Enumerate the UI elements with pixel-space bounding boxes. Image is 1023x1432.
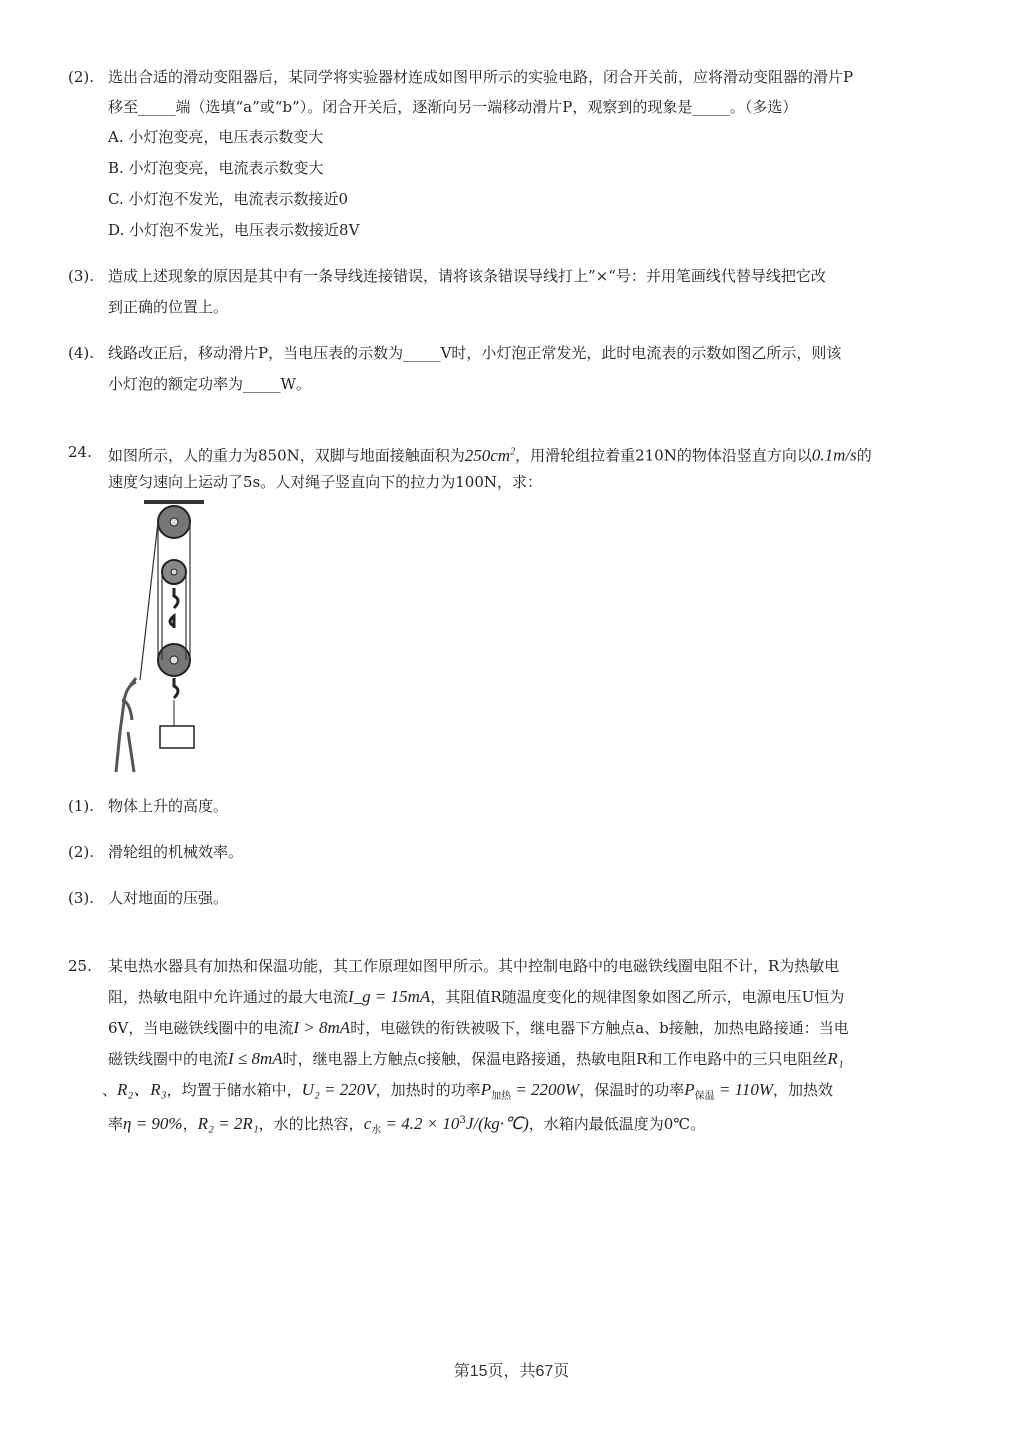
q25-line3 xyxy=(108,1018,849,1038)
q24-sub3-text: 人对地面的压强。 xyxy=(108,889,229,907)
q23-part2-line1: 选出合适的滑动变阻器后，某同学将实验器材连成如图甲所示的实验电路，闭合开关前，应将滑动变阻器的滑片P xyxy=(108,68,854,86)
math: I > 8mA xyxy=(293,1018,351,1037)
q24-sub1-number: (1). xyxy=(68,797,95,815)
q25-line6 xyxy=(108,1111,705,1141)
text: 磁铁线圈中的电流 xyxy=(108,1050,229,1068)
q25-line2 xyxy=(108,987,844,1007)
q23-part2-line2: 移至_____端（选填“a”或“b”）。闭合开关后，逐渐向另一端移动滑片P，观察到的现象是_____。（多选） xyxy=(108,98,798,116)
exponent: 3 xyxy=(459,1115,466,1126)
option-d: D. 小灯泡不发光，电压表示数接近8V xyxy=(108,221,360,239)
q24-line2: 速度匀速向上运动了5s。人对绳子竖直向下的拉力为100N，求： xyxy=(108,473,542,491)
text: ，其阻值R随温度变化的规律图象如图乙所示，电源电压U恒为 xyxy=(430,988,845,1006)
math: R₂、R₃ xyxy=(117,1080,167,1099)
math: R₂ = 2R₁ xyxy=(197,1114,259,1133)
text: ，均置于储水箱中， xyxy=(166,1081,302,1099)
q23-part3-line1: 造成上述现象的原因是其中有一条导线连接错误，请将该条错误导线打上”×“号：并用笔画线代替导线把它改 xyxy=(108,267,826,285)
text: ，用滑轮组拉着重210N的物体沿竖直方向以 xyxy=(515,446,812,465)
text: ，加热效 xyxy=(773,1081,834,1099)
math: I_g = 15mA xyxy=(348,987,431,1006)
q24-sub2-number: (2). xyxy=(68,843,95,861)
math: U₂ = 220V xyxy=(301,1080,376,1099)
option-b: B. 小灯泡变亮，电流表示数变大 xyxy=(108,159,324,177)
area-math xyxy=(465,446,515,465)
option-c: C. 小灯泡不发光，电流表示数接近0 xyxy=(108,190,349,208)
q25-number: 25. xyxy=(68,957,92,975)
subscript: 加热 xyxy=(491,1091,512,1102)
q25-line4 xyxy=(108,1049,844,1069)
page-footer: 第15页，共67页 xyxy=(453,1363,570,1380)
pulley-figure xyxy=(108,500,208,780)
text: 如图所示，人的重力为850N，双脚与地面接触面积为 xyxy=(108,446,465,465)
text: ， xyxy=(182,1115,198,1133)
math: = 4.2 × 10 xyxy=(381,1114,460,1133)
text: 率 xyxy=(108,1115,124,1133)
subscript: 水 xyxy=(371,1125,382,1136)
q24-sub1-text: 物体上升的高度。 xyxy=(108,797,229,815)
math: = 2200W xyxy=(511,1080,580,1099)
text: ，保温时的功率 xyxy=(579,1081,685,1099)
area: 250cm xyxy=(464,445,511,465)
math: c xyxy=(363,1114,372,1133)
q23-part4-line1: 线路改正后，移动滑片P，当电压表的示数为_____V时，小灯泡正常发光，此时电流表的示数如图乙所示，则该 xyxy=(108,344,842,362)
math: η = 90% xyxy=(123,1114,183,1133)
q23-part3-number: (3). xyxy=(68,267,95,285)
text: 、 xyxy=(102,1081,118,1099)
text: ，水箱内最低温度为0℃。 xyxy=(528,1115,706,1133)
q24-line1 xyxy=(108,442,872,466)
q24-sub2-text: 滑轮组的机械效率。 xyxy=(108,843,244,861)
q25-line1: 某电热水器具有加热和保温功能，其工作原理如图甲所示。其中控制电路中的电磁铁线圈电阻不计，R为热敏电 xyxy=(108,957,840,975)
q23-part4-number: (4). xyxy=(68,344,95,362)
text: 阻，热敏电阻中允许通过的最大电流 xyxy=(108,988,349,1006)
q24-number: 24. xyxy=(68,443,92,461)
text: ，加热时的功率 xyxy=(375,1081,481,1099)
math: I ≤ 8mA xyxy=(228,1049,283,1068)
area-exponent: 2 xyxy=(510,446,516,457)
option-a: A. 小灯泡变亮，电压表示数变大 xyxy=(108,128,324,146)
q23-part2-number: (2). xyxy=(68,68,95,86)
q23-part3-line2: 到正确的位置上。 xyxy=(108,298,229,316)
text: 的 xyxy=(856,446,872,465)
q23-part4-line2: 小灯泡的额定功率为_____W。 xyxy=(108,375,311,393)
text: 时，继电器上方触点c接触，保温电路接通，热敏电阻R和工作电路中的三只电阻丝 xyxy=(282,1050,828,1068)
math: R₁ xyxy=(827,1049,844,1068)
q24-sub3-number: (3). xyxy=(68,889,95,907)
text: 6V，当电磁铁线圈中的电流 xyxy=(108,1019,294,1037)
subscript: 保温 xyxy=(694,1091,715,1102)
text: 时，电磁铁的衔铁被吸下，继电器下方触点a、b接触，加热电路接通：当电 xyxy=(350,1019,849,1037)
math: P xyxy=(480,1080,492,1099)
math: = 110W xyxy=(714,1080,773,1099)
speed-math: 0.1m/s xyxy=(811,445,857,465)
q25-line5 xyxy=(102,1080,833,1107)
text: ，水的比热容， xyxy=(258,1115,364,1133)
math: J/(kg·℃) xyxy=(465,1114,529,1133)
math: P xyxy=(684,1080,695,1099)
